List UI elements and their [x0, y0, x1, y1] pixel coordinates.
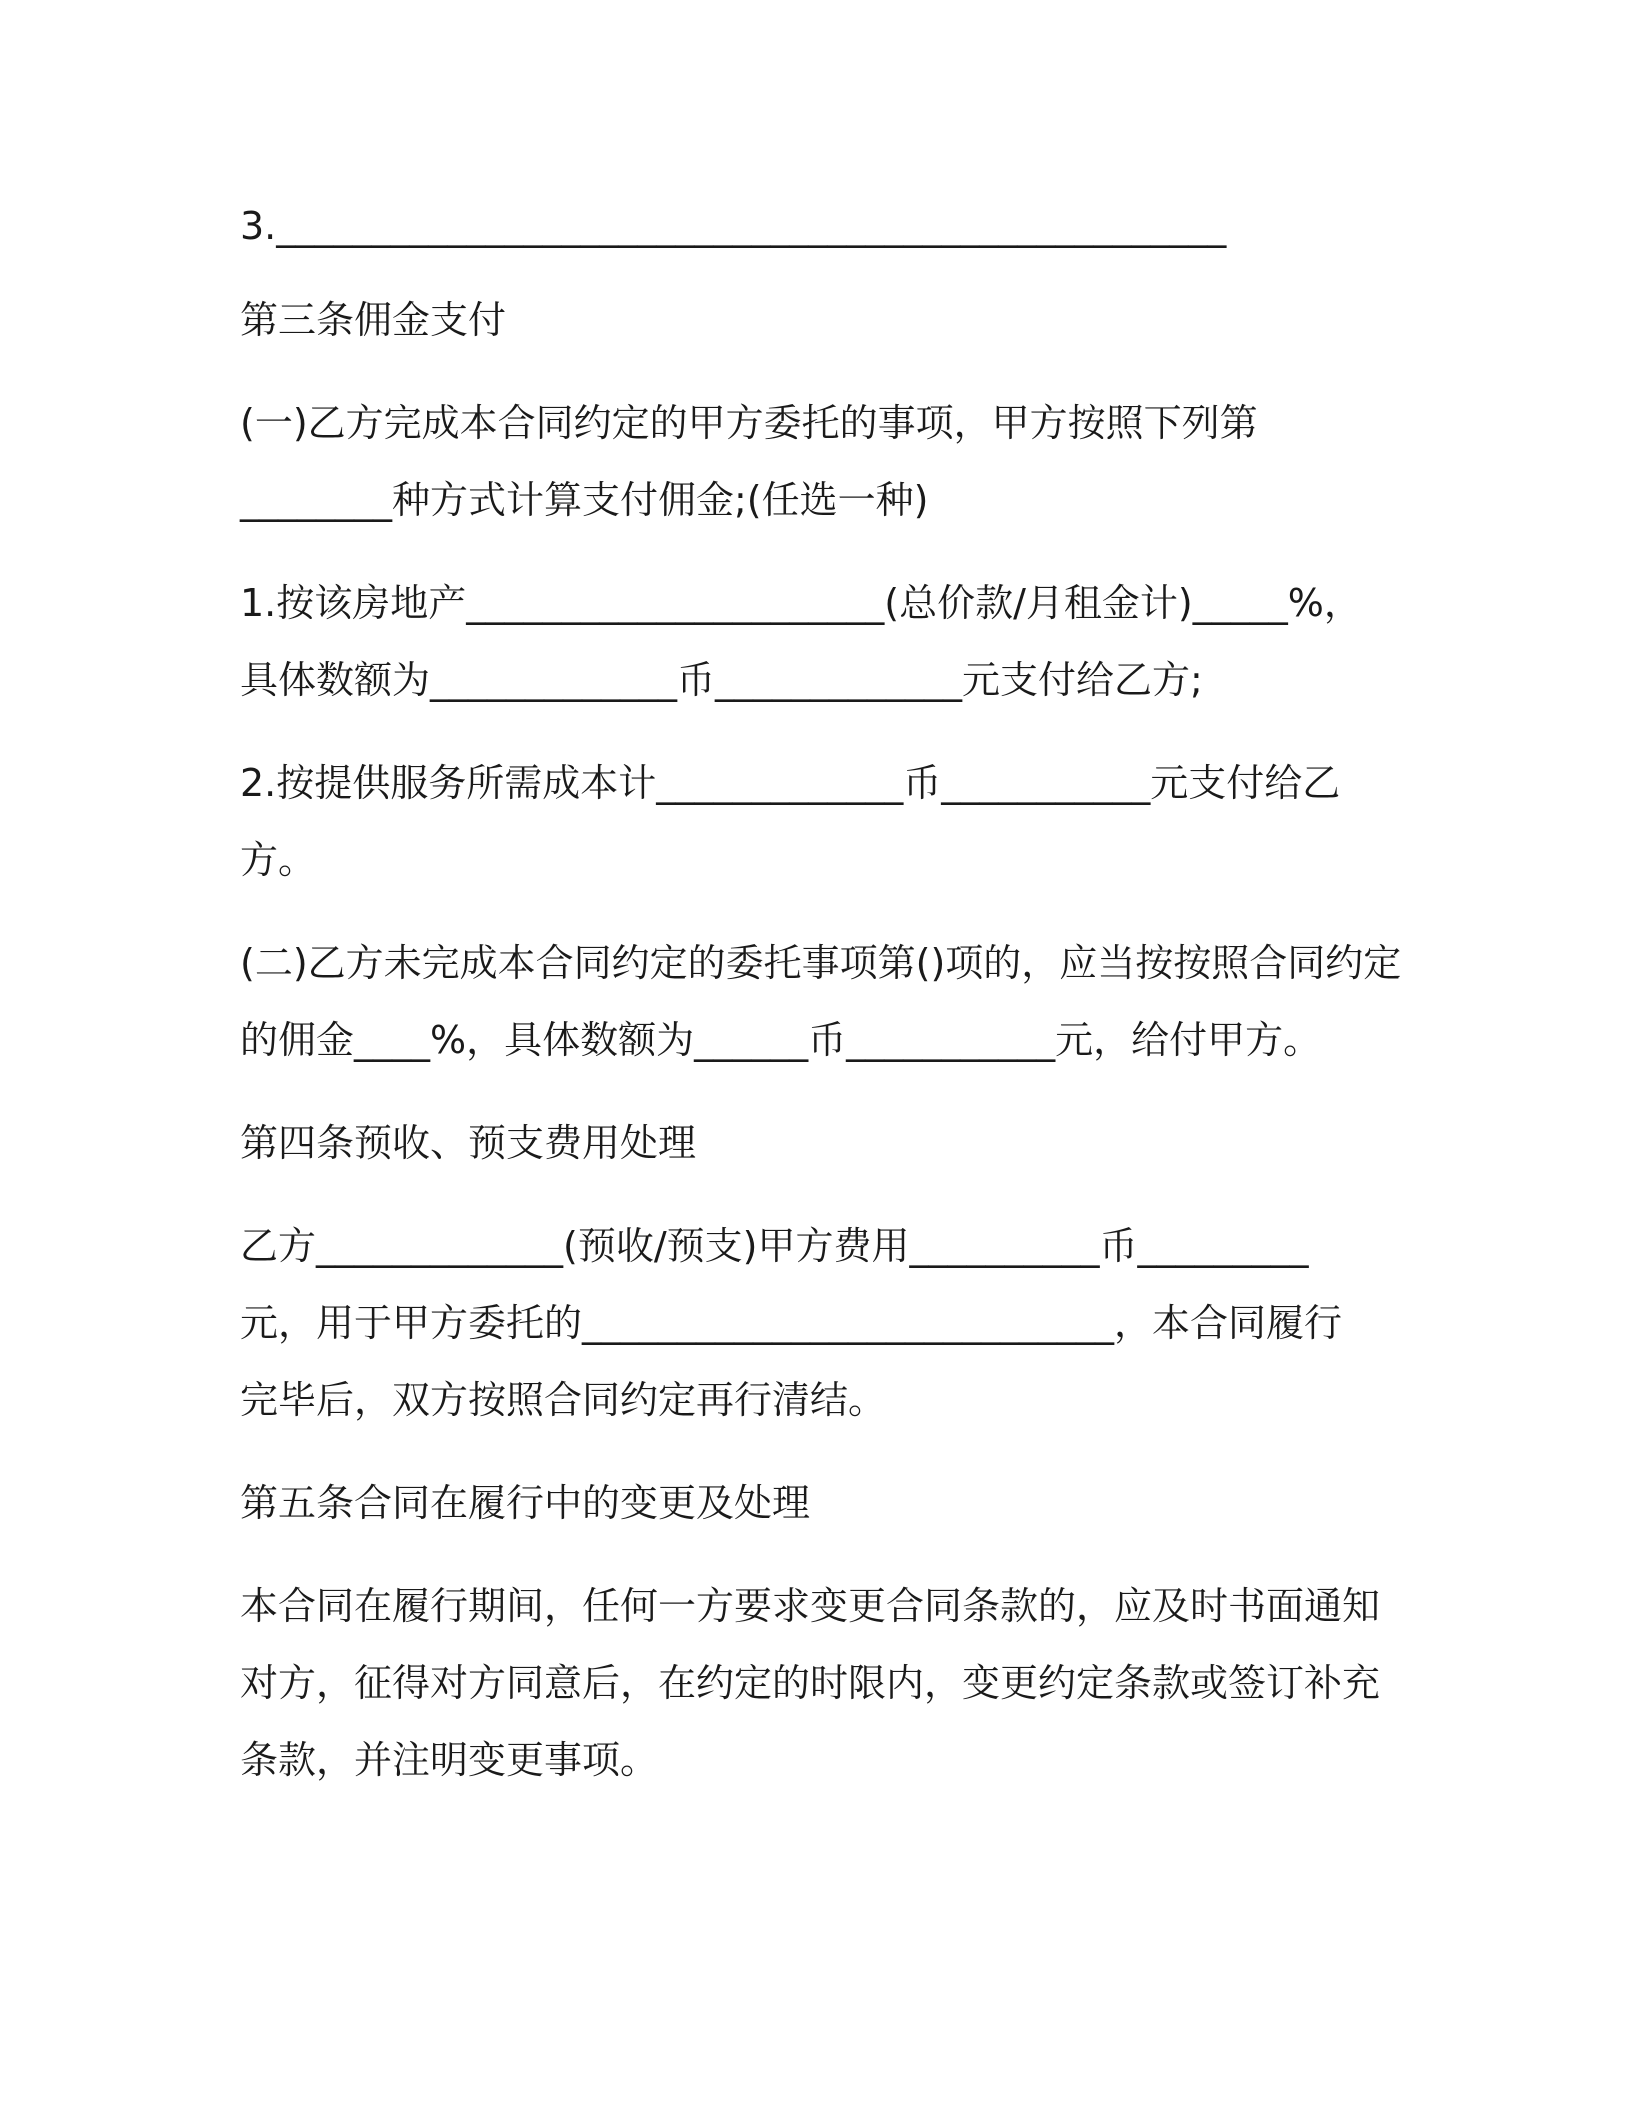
- section-1-paragraph-line-2: ________种方式计算支付佣金;(任选一种): [240, 478, 929, 522]
- article-4-paragraph-line-3: 完毕后，双方按照合同约定再行清结。: [240, 1378, 887, 1422]
- option-2-line-2: 方。: [240, 838, 317, 882]
- article-4-paragraph-line-2: 元，用于甲方委托的____________________________，本合同履行: [240, 1301, 1343, 1345]
- option-1-line-1: 1.按该房地产______________________(总价款/月租金计)_____%，: [240, 581, 1362, 625]
- section-2-paragraph-line-2: 的佣金____%，具体数额为______币___________元，给付甲方。: [240, 1018, 1322, 1062]
- article-4-heading: 第四条预收、预支费用处理: [240, 1121, 697, 1165]
- article-4-paragraph-line-1: 乙方_____________(预收/预支)甲方费用__________币_________: [240, 1224, 1309, 1268]
- article-5-paragraph-line-1: 本合同在履行期间，任何一方要求变更合同条款的，应及时书面通知: [240, 1584, 1381, 1628]
- section-2-paragraph-line-1: (二)乙方未完成本合同约定的委托事项第()项的，应当按按照合同约定: [240, 941, 1402, 985]
- article-5-paragraph-line-2: 对方，征得对方同意后，在约定的时限内，变更约定条款或签订补充: [240, 1661, 1381, 1705]
- option-2-line-1: 2.按提供服务所需成本计_____________币___________元支付给乙: [240, 761, 1341, 805]
- section-1-paragraph-line-1: (一)乙方完成本合同约定的甲方委托的事项，甲方按照下列第: [240, 401, 1258, 445]
- article-5-heading: 第五条合同在履行中的变更及处理: [240, 1481, 811, 1525]
- clause-3-blank-line: 3.__________________________________________________: [240, 204, 1227, 248]
- article-5-paragraph-line-3: 条款，并注明变更事项。: [240, 1738, 659, 1782]
- article-3-heading: 第三条佣金支付: [240, 298, 507, 342]
- option-1-line-2: 具体数额为_____________币_____________元支付给乙方;: [240, 658, 1203, 702]
